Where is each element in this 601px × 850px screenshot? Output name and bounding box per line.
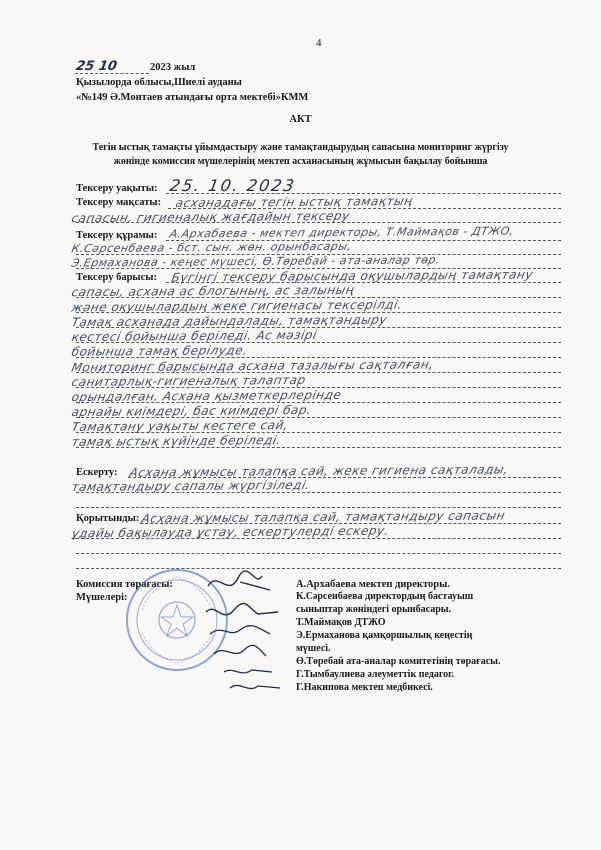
process-label: Тексеру барысы: — [76, 272, 157, 283]
region-line: Қызылорда облысы,Шиелі ауданы — [76, 77, 242, 88]
team-hw-3: Э.Ермаханова - кеңес мүшесі, Ө.Төребай - ата-аналар төр. — [70, 253, 442, 270]
member-line-3: Т.Маймақов ДТЖО — [296, 617, 386, 628]
note-hw-1: Асхана жұмысы талапқа сай, жеке гигиена сақталады, — [128, 462, 510, 480]
purpose-hw-1: асханадағы тегін ыстық тамақтың — [174, 193, 415, 211]
process-hw-1: Бүгінгі тексеру барысында оқушылардың тамақтану — [170, 267, 535, 285]
team-hw-2: К.Сәрсенбаева - бст. сын. жөн. орынбасары, — [70, 239, 353, 256]
member-line-8: Г.Накипова мектеп медбикесі. — [296, 682, 433, 693]
process-hw-11: Тамақтану уақыты кестеге сай, — [70, 418, 290, 434]
note-label: Ескерту: — [76, 467, 118, 478]
subtitle-line-2: жөнінде комиссия мүшелерінің мектеп асханасының жұмысын бақылау бойынша — [113, 156, 488, 167]
process-hw-9: орындалған. Асхана қызметкерлерінде — [70, 387, 343, 405]
date-line — [76, 60, 195, 74]
chair-name: А.Архабаева мектеп директоры. — [296, 579, 450, 590]
process-hw-2: сапасы, асхана ас блогының, ас залының — [70, 282, 356, 300]
process-hw-3: және оқушылардың жеке гигиенасы тексерілді. — [70, 297, 404, 315]
process-hw-4: Тамақ асханада дайындалады, тамақтандыру — [70, 312, 389, 330]
conclusion-label: Қорытынды: — [76, 513, 140, 524]
chair-label: Комиссия төрағасы: — [76, 579, 173, 590]
member-line-2: сыныптар жөніндегі орынбасары. — [296, 604, 452, 615]
date-suffix: 2023 жыл — [150, 62, 196, 73]
member-line-6: Ө.Төребай ата-аналар комитетінің төрағасы. — [296, 656, 501, 667]
member-line-5: мүшесі. — [296, 643, 331, 654]
members-label: Мүшелері: — [76, 592, 128, 603]
member-line-7: Г.Тымбаулиева әлеуметтік педагог. — [296, 669, 455, 680]
process-hw-10: арнайы киімдері, бас киімдері бар. — [70, 402, 313, 420]
date-value: 25. 10. 2023 — [168, 176, 298, 195]
process-hw-6: бойынша тамақ берілуде. — [70, 343, 249, 359]
process-hw-5: кестесі бойынша беріледі. Ас мәзірі — [70, 327, 319, 345]
school-line: «№149 Ә.Монтаев атындағы орта мектебі»КММ — [76, 92, 309, 103]
purpose-label: Тексеру мақсаты: — [76, 197, 162, 208]
signatures — [200, 568, 300, 698]
process-hw-7: Мониторинг барысында асхана тазалығы сақталған, — [70, 357, 436, 375]
member-line-1: К.Сәрсенбаева директордың бастауыш — [296, 591, 474, 602]
process-hw-8: санитарлық-гигиеналық талаптар — [70, 372, 308, 390]
date-label: Тексеру уақыты: — [76, 183, 158, 194]
team-hw-1: А.Архабаева - мектеп директоры, Т.Маймақов - ДТЖО, — [168, 224, 516, 241]
subtitle-line-1: Тегін ыстық тамақты ұйымдастыру және тамақтандырудың сапасына мониторинг жүргізу — [92, 142, 509, 153]
conclusion-hw-2: ұдайы бақылауда ұстау, ескертулерді ескеру. — [70, 523, 391, 541]
page-number: 4 — [316, 37, 322, 49]
process-hw-12: тамақ ыстық күйінде беріледі. — [70, 433, 283, 449]
purpose-hw-2: сапасын, гигиеналық жағдайын тексеру — [70, 208, 352, 226]
note-hw-2: тамақтандыру сапалы жүргізіледі. — [70, 477, 312, 495]
member-line-4: Э.Ермаханова қамқоршылық кеңестің — [296, 630, 473, 641]
act-title: АКТ — [289, 114, 312, 125]
handwritten-date: 25 10 — [75, 60, 151, 74]
team-label: Тексеру құрамы: — [76, 230, 158, 241]
conclusion-hw-1: Асхана жұмысы талапқа сай, тамақтандыру сапасын — [140, 508, 507, 526]
